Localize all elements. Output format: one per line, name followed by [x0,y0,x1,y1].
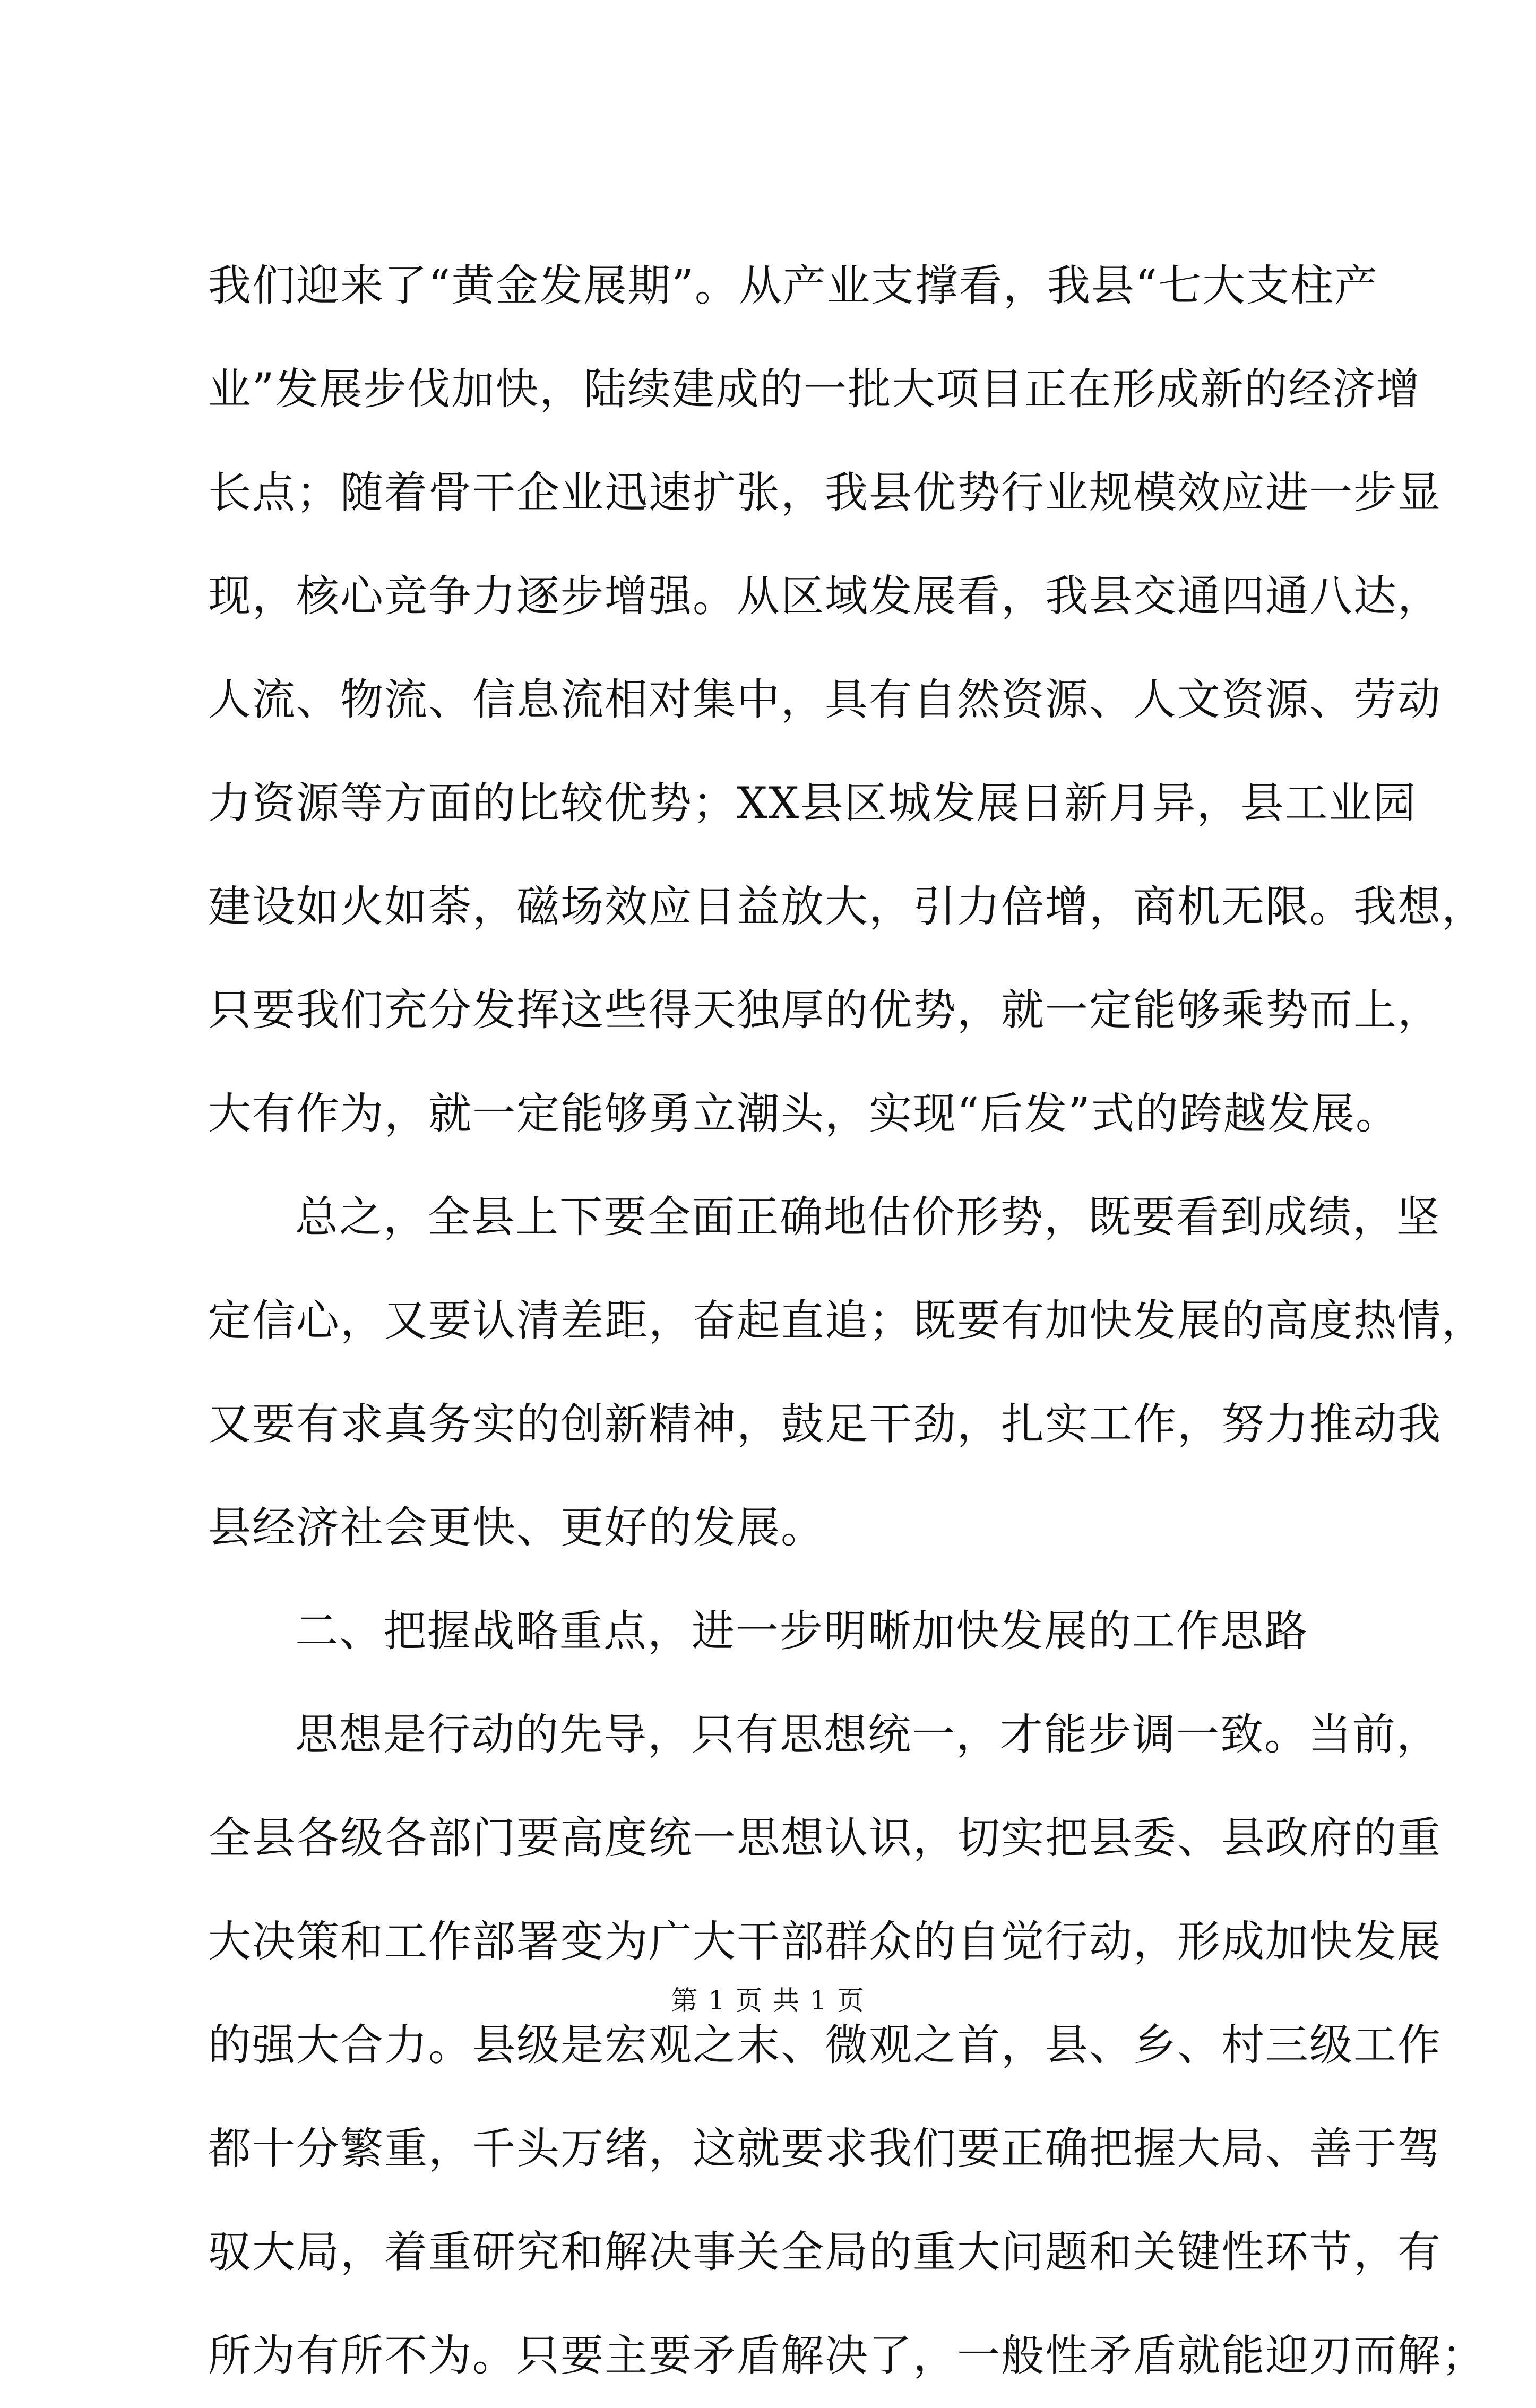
text-line: 全县各级各部门要高度统一思想认识，切实把县委、县政府的重 [208,1814,1442,1863]
text-line: 所为有所不为。只要主要矛盾解决了，一般性矛盾就能迎刃而解； [208,2331,1486,2381]
document-body [208,235,1486,2408]
page-footer: 第 1 页 共 1 页 [671,1985,865,2016]
text-line: 长点；随着骨干企业迅速扩张，我县优势行业规模效应进一步显 [208,468,1442,518]
section-heading: 二、把握战略重点，进一步明晰加快发展的工作思路 [295,1607,1309,1656]
text-line: 只要我们充分发挥这些得天独厚的优势，就一定能够乘势而上， [208,986,1442,1035]
text-line: 又要有求真务实的创新精神，鼓足干劲，扎实工作，努力推动我 [208,1400,1442,1449]
text-line: 都十分繁重，千头万绪，这就要求我们要正确把握大局、善于驾 [208,2124,1442,2174]
paragraph-start-line: 总之，全县上下要全面正确地估价形势，既要看到成绩，坚 [295,1193,1441,1242]
text-line: 大决策和工作部署变为广大干部群众的自觉行动，形成加快发展 [208,1917,1442,1967]
text-line: 人流、物流、信息流相对集中，具有自然资源、人文资源、劳动 [208,675,1442,725]
text-line: 建设如火如荼，磁场效应日益放大，引力倍增，商机无限。我想， [208,882,1486,932]
text-line: 大有作为，就一定能够勇立潮头，实现“后发”式的跨越发展。 [208,1089,1400,1139]
paragraph-start-line: 思想是行动的先导，只有思想统一，才能步调一致。当前， [295,1710,1441,1760]
text-line: 定信心，又要认清差距，奋起直追；既要有加快发展的高度热情， [208,1296,1486,1346]
paragraph-end-line: 县经济社会更快、更好的发展。 [208,1503,825,1553]
text-line: 驭大局，着重研究和解决事关全局的重大问题和关键性环节，有 [208,2228,1442,2277]
text-line: 现，核心竞争力逐步增强。从区域发展看，我县交通四通八达， [208,572,1442,622]
text-line: 的强大合力。县级是宏观之末、微观之首，县、乡、村三级工作 [208,2021,1442,2070]
text-line: 业”发展步伐加快，陆续建成的一批大项目正在形成新的经济增 [208,365,1421,415]
text-line: 我们迎来了“黄金发展期”。从产业支撑看，我县“七大支柱产 [208,261,1379,311]
text-line: 力资源等方面的比较优势；XX县区城发展日新月异，县工业园 [208,779,1417,828]
